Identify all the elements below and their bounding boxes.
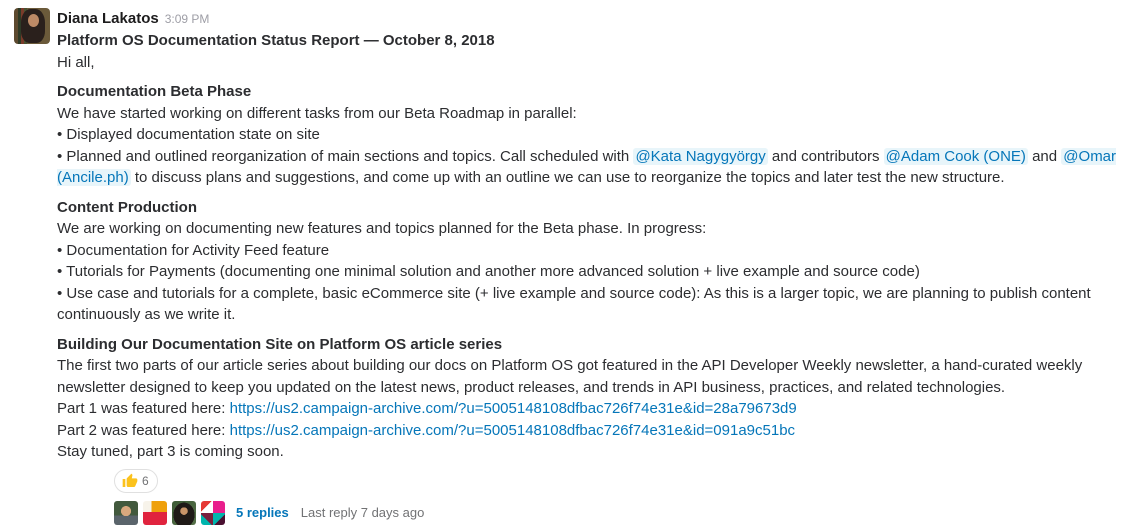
author-name[interactable]: Diana Lakatos	[57, 10, 159, 27]
section-documentation-beta-phase	[57, 81, 1118, 189]
section-content-production	[57, 197, 1118, 326]
bullet-item: • Displayed documentation state on site	[57, 126, 320, 143]
bullet-item: • Use case and tutorials for a complete, basic eCommerce site (+ live example and source code): As this is a larger topic, we are planning to publish content continuously as we write it.	[57, 284, 1091, 323]
thread-participant-avatar[interactable]	[143, 501, 167, 525]
bullet-item: • Tutorials for Payments (documenting one minimal solution and another more advanced solution + live example and source code)	[57, 263, 920, 280]
thread-participant-avatar[interactable]	[201, 501, 225, 525]
message-timestamp[interactable]: 3:09 PM	[164, 12, 210, 26]
closing-text: Stay tuned, part 3 is coming soon.	[57, 443, 284, 460]
part-2-label: Part 2 was featured here:	[57, 421, 230, 439]
author-avatar[interactable]	[14, 8, 50, 44]
section-heading: Content Production	[57, 198, 197, 216]
thread-participant-avatar[interactable]	[172, 501, 196, 525]
reactions-bar	[114, 469, 1118, 493]
section-intro: The first two parts of our article series about building our docs on Platform OS got featured in the API Developer Weekly newsletter, a hand-curated weekly newsletter designed to keep you updated on the latest news, product releases, and trends in API business, practices, and related technologies.	[57, 357, 1083, 396]
section-intro: We are working on documenting new features and topics planned for the Beta phase. In progress:	[57, 220, 707, 237]
part-2-link[interactable]: https://us2.campaign-archive.com/?u=5005148108dfbac726f74e31e&id=091a9c51bc	[229, 421, 796, 439]
section-article-series	[57, 334, 1118, 463]
part-1-label: Part 1 was featured here:	[57, 400, 230, 417]
bullet-item: • Documentation for Activity Feed feature	[57, 241, 330, 259]
thread-participant-avatar[interactable]	[114, 501, 138, 525]
reaction-count: 6	[142, 473, 149, 488]
avatar-photo-detail	[28, 14, 39, 27]
mention-kata-nagygyorgy[interactable]: @Kata Nagygyörgy	[635, 147, 766, 165]
message-title: Platform OS Documentation Status Report — October 8, 2018	[57, 32, 495, 49]
mention-omar-ancile-ph[interactable]: @Omar (Ancile.ph)	[57, 147, 1117, 186]
greeting-text: Hi all,	[57, 53, 95, 71]
part-1-line	[57, 398, 1118, 420]
bullet-item	[57, 146, 1118, 189]
thread-replies-bar[interactable]	[114, 501, 1118, 525]
bullet-text: to discuss plans and suggestions, and come up with an outline we can use to reorganize the topics and later test the new structure.	[130, 169, 1005, 186]
section-heading: Documentation Beta Phase	[57, 83, 252, 100]
last-reply-label: Last reply 7 days ago	[300, 505, 425, 520]
bullet-text: • Planned and outlined reorganization of main sections and topics. Call scheduled with	[57, 147, 634, 165]
part-1-link[interactable]: https://us2.campaign-archive.com/?u=5005148108dfbac726f74e31e&id=28a79673d9	[229, 400, 797, 417]
section-heading: Building Our Documentation Site on Platform OS article series	[57, 335, 503, 353]
bullet-text: and	[1027, 147, 1062, 165]
mention-adam-cook-one[interactable]: @Adam Cook (ONE)	[885, 147, 1026, 165]
section-intro: We have started working on different tasks from our Beta Roadmap in parallel:	[57, 104, 577, 122]
replies-count-link[interactable]: 5 replies	[236, 505, 289, 520]
reaction-thumbs-up[interactable]	[114, 469, 158, 493]
part-2-line	[57, 420, 1118, 442]
thumbs-up-icon	[122, 473, 138, 489]
bullet-text: and contributors	[767, 147, 884, 165]
